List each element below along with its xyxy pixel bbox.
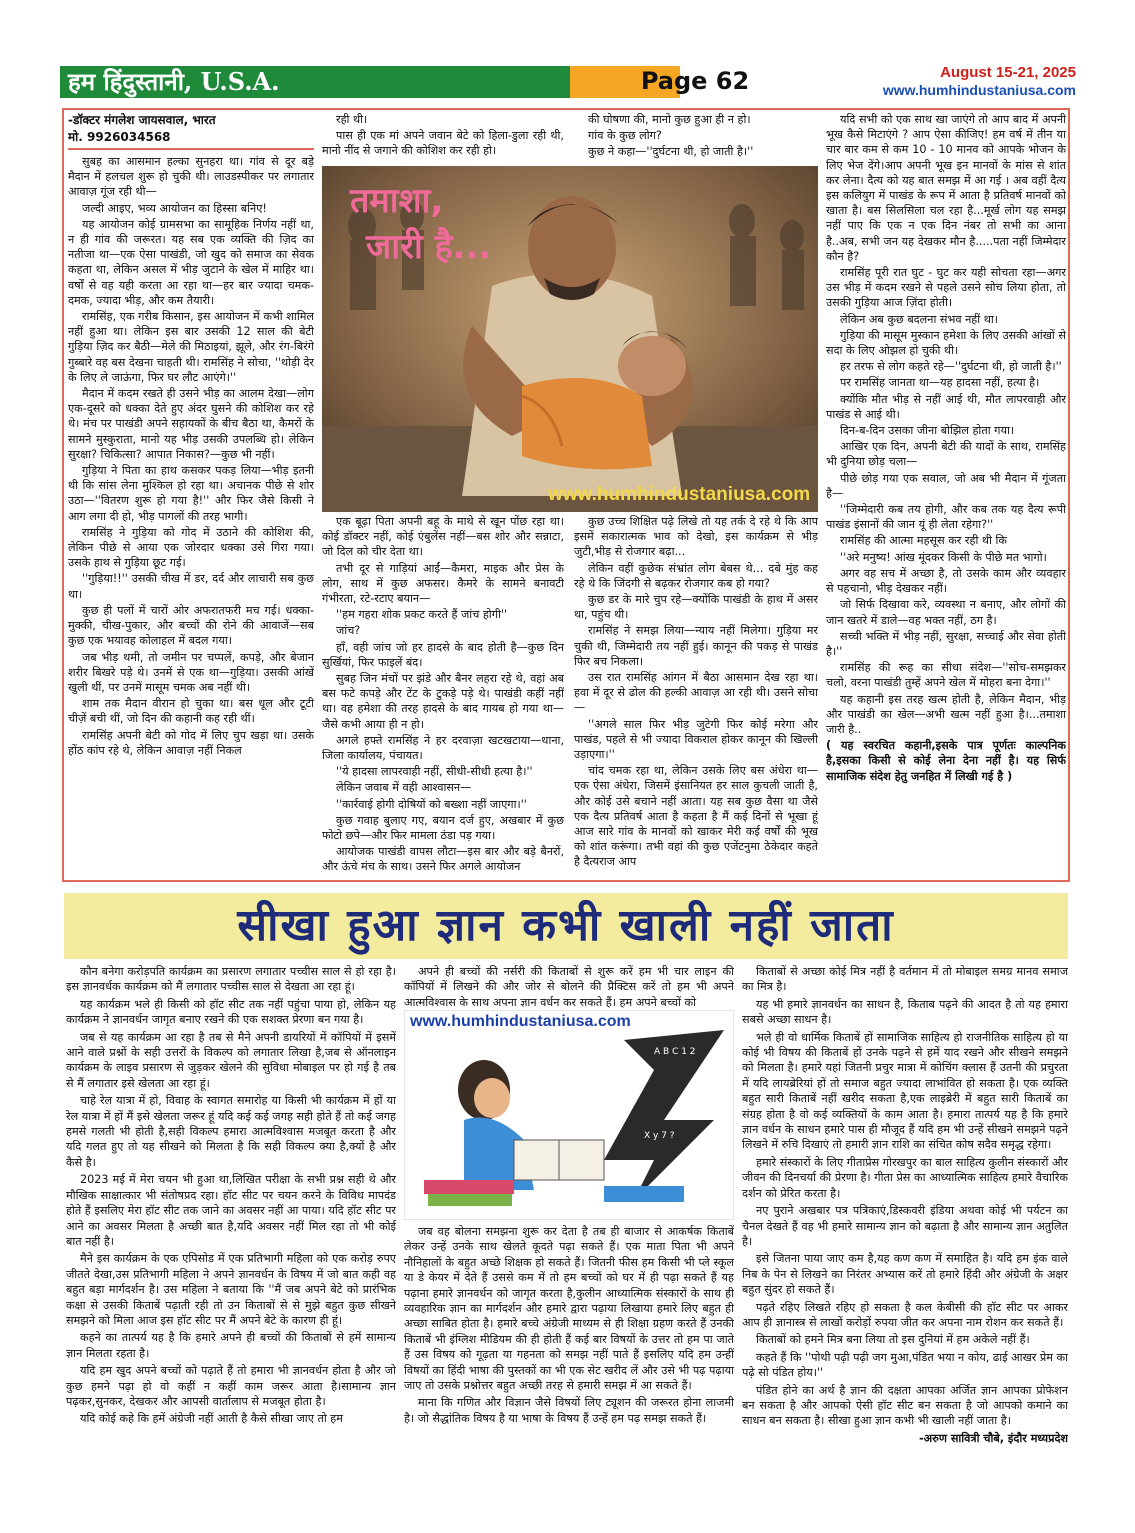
article2-col3-text	[742, 964, 1068, 1429]
paragraph: अगर वह सच में अच्छा है, तो उसके काम और व्यवहार से पहचानो, भीड़ देखकर नहीं।	[826, 566, 1066, 596]
story-author: -डॉक्टर मंगलेश जायसवाल, भारत	[68, 113, 216, 127]
paragraph: कुछ गवाह बुलाए गए, बयान दर्ज हुए, अखबार में कुछ फोटो छपे—और फिर मामला ठंडा पड़ गया।	[322, 813, 564, 843]
article2-col2-top-text	[404, 964, 734, 1010]
paragraph: कुछ ने कहा—''दुर्घटना थी, हो जाती है।''	[588, 145, 754, 159]
paragraph: कुछ ही पलों में चारों ओर अफरातफरी मच गई। धक्का-मुक्की, चीख-पुकार, और बच्चों की रोने की आवाजें—सब कुछ एक भयावह कोलाहल में बदल गया।	[68, 603, 314, 648]
paragraph: कौन बनेगा करोड़पति कार्यक्रम का प्रसारण लगातार पच्चीस साल से हो रहा है। इस ज्ञानवर्धक कार्यक्रम को मैं लगातार पच्चीस साल से देखता आ रहा हूं।	[66, 965, 396, 994]
paragraph: शाम तक मैदान वीरान हो चुका था। बस धूल और टूटी चीज़ें बची थीं, जो दिन की कहानी कह रही थीं।	[68, 697, 314, 726]
paragraph: जांच?	[336, 624, 361, 638]
article2-column-3	[742, 964, 1068, 1476]
article2-illustration	[404, 1010, 734, 1220]
paragraph: कुछ डर के मारे चुप रहे—क्योंकि पाखंडी के हाथ में असर था, पहुंच थी।	[574, 593, 818, 622]
paragraph: उस रात रामसिंह आंगन में बैठा आसमान देख रहा था। हवा में दूर से ढोल की हल्की आवाज़ आ रही थी। उसने सोचा—	[574, 671, 818, 715]
paragraph: कहने का तात्पर्य यह है कि हमारे अपने ही बच्चों की किताबों से हमें सामान्य ज्ञान मिलता रहता है।	[66, 1331, 396, 1360]
paragraph: रामसिंह ने गुड़िया को गोद में उठाने की कोशिश की, लेकिन पीछे से आया एक जोरदार धक्का उसे गिरा गया। उसके हाथ से गुड़िया छूट गई।	[68, 525, 314, 570]
paragraph: लेकिन वहीं कुछेक संभ्रांत लोग बेबस थे... दबे मुंह कह रहे थे कि जिंदगी से बढ़कर रोजगार कब हो गया?	[574, 561, 818, 590]
paragraph: ''गुड़िया!!'' उसकी चीख में डर, दर्द और लाचारी सब कुछ था।	[68, 572, 314, 601]
paragraph: यह आयोजन कोई ग्रामसभा का सामूहिक निर्णय नहीं था, न ही गांव की जरूरत। यह सब एक व्यक्ति की ज़िद का नतीजा था—एक ऐसा पाखंडी, जो खुद को समाज का सेवक कहता था, लेकिन असल में भीड़ जुटाने के खेल में माहिर था। वर्षों से वह यही करता आ रहा था—हर बार ज्यादा चमक-दमक, ज्यादा भीड़, और कम तैयारी।	[68, 217, 314, 307]
article2-column-1	[66, 964, 396, 1476]
paragraph: रामसिंह की आत्मा महसूस कर रही थी कि	[840, 534, 1007, 548]
paragraph: आयोजक पाखंडी वापस लौटा—इस बार और बड़े बैनरों, और ऊंचे मंच के साथ। उसने फिर अगले आयोजन	[322, 845, 564, 874]
image-title-line1: तमाशा,	[350, 181, 444, 221]
paragraph: दिन-ब-दिन उसका जीना बोझिल होता गया।	[840, 424, 1015, 438]
story-col1-text	[68, 154, 314, 758]
paragraph: भले ही वो धार्मिक किताबें हों सामाजिक साहित्य हो राजनीतिक साहित्य हो या कोई भी विषय की किताबें हों उनके पढ़ने से हमें याद रखने और सीखने समझने को मिलता है। हमारे यहां जितनी प्रचुर मात्रा में कोचिंग क्लास हैं उतनी की प्रचुरता में यदि लायब्रेरियां हों तो समाज बहुत ज्यादा लाभांवित हो सकता है। एक व्यक्ति बहुत सारी किताबें नहीं खरीद सकता है,एक लाइब्रेरी में बहुत सारी किताबें का संग्रह होता है वो कई व्यक्तियों के काम आता है। हमारा तात्पर्य यह है कि हमारे ज्ञान वर्धन के साधन हमारे पास ही मौजूद हैं यदि हम भी उन्हें सीखने समझने पढ़ने लिखने में रुचि दिखाएं तो हमारी ज्ञान राशि का संचित कोष सदैव समृद्ध रहेगा।	[742, 1030, 1068, 1152]
article2-column-2-top	[404, 964, 734, 1010]
paragraph: कुछ उच्च शिक्षित पढ़े लिखे तो यह तर्क दे रहे थे कि आप इसमें सकारात्मक भाव को देखो, इस कार्यक्रम से भीड़ जुटी,भीड़ से रोजगार बढ़ा...	[574, 515, 818, 559]
paragraph: रामसिंह, एक गरीब किसान, इस आयोजन में कभी शामिल नहीं हुआ था। लेकिन इस बार उसकी 12 साल की बेटी गुड़िया ज़िद कर बैठी—मेले की मिठाइयां, झूले, और रंग-बिरंगे गुब्बारे वह बस देखना चाहती थी। रामसिंह ने सोचा, ''थोड़ी देर के लिए ले जाऊंगा, फिर घर लौट आएंगे।''	[68, 310, 314, 384]
svg-text:A B C 1 2: A B C 1 2	[654, 1047, 696, 1057]
paragraph: लेकिन अब कुछ बदलना संभव नहीं था।	[840, 312, 998, 326]
paragraph: पर रामसिंह जानता था—यह हादसा नहीं, हत्या है।	[840, 376, 1040, 390]
paragraph: रामसिंह अपनी बेटी को गोद में लिए चुप खड़ा था। उसके होंठ कांप रहे थे, लेकिन आवाज़ नहीं निकल	[68, 728, 314, 757]
paragraph: जो सिर्फ दिखावा करे, व्यवस्था न बनाए, और लोगों की जान खतरे में डाले—वह भक्त नहीं, ठग है।	[826, 598, 1066, 627]
paragraph: मैने इस कार्यक्रम के एक एपिसोड में एक प्रतिभागी महिला को एक करोड़ रुपए जीतते देखा,उस प्रतिभागी महिला ने अपने ज्ञानवर्धन के विषय में जो बात कही वह बहुत बड़ा मार्गदर्शन है। उस महिला ने बताया कि ''मैं जब अपने बेटे को प्रारंभिक कक्षा से उसकी किताबें पढ़ाती रही तो उन किताबों से से मुझे बहुत कुछ सीखने समझने को मिला आज इस हॉट सीट पर मैं अपने बेटे के कारण ही हूं।	[66, 1252, 396, 1327]
story-photo	[322, 166, 818, 512]
paragraph: ''जिम्मेदारी कब तय होगी, और कब तक यह दैत्य रूपी पाखंड इंसानों की जान यूं ही लेता रहेगा?''	[826, 503, 1066, 532]
article2-column-2-bottom	[404, 1224, 734, 1476]
paragraph: गुड़िया की मासूम मुस्कान हमेशा के लिए उसकी आंखों से सदा के लिए ओझल हो चुकी थी।	[826, 328, 1066, 358]
article-headline-banner	[64, 893, 1068, 959]
paragraph: इसे जितना पाया जाए कम है,यह कण कण में समाहित है। यदि हम इंक वाले निब के पेन से लिखने का निरंतर अभ्यास करें तो हमारे हिंदी और अंग्रेजी के अक्षर बहुत सुंदर हो सकते हैं।	[742, 1252, 1068, 1297]
paragraph: हर तरफ से लोग कहते रहे—''दुर्घटना थी, हो जाती है।''	[840, 360, 1062, 374]
story-column-3-bottom	[574, 514, 818, 878]
story-phone: मो. 9926034568	[68, 130, 171, 144]
image-watermark: www.humhindustaniusa.com	[548, 484, 811, 505]
paragraph: कहते हैं कि ''पोथी पढ़ी पढ़ी जग मुआ,पंडित भया न कोय, ढाई आखर प्रेम का पढ़े सो पंडित होय।''	[742, 1350, 1068, 1380]
story-disclaimer: ( यह स्वरचित कहानी,इसके पात्र पूर्णतः काल्पनिक है,इसका किसी से कोई लेना देना नहीं है। यह सिर्फ सामाजिक संदेश हेतु जनहित में लिखी गई है )	[826, 739, 1066, 783]
article2-col2-bottom-text	[404, 1224, 734, 1426]
issue-date: August 15-21, 2025	[940, 64, 1076, 81]
paragraph: आखिर एक दिन, अपनी बेटी की यादों के साथ, रामसिंह भी दुनिया छोड़ चला—	[826, 440, 1066, 469]
story-col2-bottom-text	[322, 514, 564, 875]
website-link[interactable]: www.humhindustaniusa.com	[882, 82, 1076, 98]
newspaper-name: हम हिंदुस्तानी, U.S.A.	[68, 67, 280, 96]
paragraph: जब वह बोलना समझना शुरू कर देता है तब ही बाजार से आकर्षक किताबें लेकर उन्हें उनके साथ खेलते कूदते पढ़ा सकते हैं। एक माता पिता भी अपने नौनिहालों के बहुत अच्छे शिक्षक हो सकते हैं। जितनी फीस हम किसी भी प्ले स्कूल या डे केयर में देते हैं उससे कम में तो हम बच्चों को घर में ही पढ़ा सकते हैं यह पढ़ाना हमारे ज्ञानवर्धन को जागृत करता है,कुलीन आध्यात्मिक संस्कारों के साथ ही व्यवहारिक ज्ञान का मार्गदर्शन और हमारे द्वारा पढ़ाया लिखाया हमारे लिए बहुत ही अच्छा साबित होता है। हमारे बच्चे अंग्रेजी माध्यम से ही शिक्षा ग्रहण करते हैं उनकी किताबें भी इंग्लिश मीडियम की ही होती हैं कई बार विषयों के उत्तर तो हम पा जाते हैं उस विषय को गूढ़ता या गहनता को समझ नहीं पाते हैं इसलिए यदि हम उन्हीं विषयों का हिंदी भाषा की पुस्तकों का भी एक सेट खरीद लें और उसे भी पढ़ पढ़ाया जाए तो उसके प्रश्नोत्तर बहुत अच्छी तरह से हमारी समझ में आ सकते हैं।	[404, 1225, 734, 1393]
article2-image-watermark: www.humhindustaniusa.com	[410, 1013, 631, 1030]
article2-author: -अरुण सावित्री चौबे, इंदौर मध्यप्रदेश	[918, 1431, 1068, 1445]
paragraph: गांव के कुछ लोग?	[588, 129, 662, 143]
paragraph: रामसिंह पूरी रात घुट - घुट कर यही सोचता रहा—अगर उस भीड़ में कदम रखने से पहले उसने सोच लिया होता, तो उसकी गुड़िया आज ज़िंदा होती।	[826, 266, 1066, 310]
paragraph: नए पुराने अखबार पत्र पत्रिकाएं,डिस्कवरी इंडिया अथवा कोई भी पर्यटन का चैनल देखते हैं वह भी हमारे सामान्य ज्ञान को बढ़ाता है और सामान्य ज्ञान अतुलित है।	[742, 1204, 1068, 1248]
paragraph: यदि कोई कहे कि हमें अंग्रेजी नहीं आती है कैसे सीखा जाए तो हम	[80, 1412, 343, 1426]
paragraph: तभी दूर से गाड़ियां आईं—कैमरा, माइक और प्रेस के लोग, साथ में कुछ अफसर। कैमरे के सामने बनावटी गंभीरता, रटे-रटाए बयान—	[322, 561, 564, 606]
paragraph: रामसिंह ने समझ लिया—न्याय नहीं मिलेगा। गुड़िया मर चुकी थी, जिम्मेदारी तय नहीं हुई। कानून की पकड़ से पाखंड फिर बच निकला।	[574, 624, 818, 668]
paragraph: एक बूढ़ा पिता अपनी बहू के माथे से खून पोंछ रहा था। कोई डॉक्टर नहीं, कोई एंबुलेंस नहीं—बस शोर और सन्नाटा, जो दिल को चीर देता था।	[322, 515, 564, 559]
paragraph: ''अरे मनुष्य! आंख मूंदकर किसी के पीछे मत भागो।	[840, 550, 1047, 564]
paragraph: किताबों से अच्छा कोई मित्र नहीं है वर्तमान में तो मोबाइल समग्र मानव समाज का मित्र है।	[742, 965, 1068, 994]
paragraph: क्योंकि मौत भीड़ से नहीं आई थी, मौत लापरवाही और पाखंड से आई थी।	[826, 392, 1066, 421]
story-col2-top-text	[322, 112, 564, 159]
paragraph: गुड़िया ने पिता का हाथ कसकर पकड़ लिया—भीड़ इतनी थी कि सांस लेना मुश्किल हो रहा था। अचानक पीछे से शोर उठा—''वितरण शुरू हो गया है!'' और फिर जैसे किसी ने आग लगा दी हो, भीड़ पागलों की तरह भागी।	[68, 464, 314, 523]
paragraph: चांद चमक रहा था, लेकिन उसके लिए बस अंधेरा था—एक ऐसा अंधेरा, जिसमें इंसानियत हर साल कुचली जाती है, और कोई उसे बचाने नहीं आता। यह सब कुछ वैसा था जैसे एक दैत्य प्रतिवर्ष आता है कहता है मैं कई दिनों से भूखा हूं आज सारे गांव के मानवों को खाकर मेरी कई वर्षों की भूख को शांत करूंगा। तभी वहां की कुछ एजेंटनुमा ठेकेदार कहते है दैत्यराज आप	[574, 764, 818, 869]
paragraph: अगले हफ्ते रामसिंह ने हर दरवाज़ा खटखटाया—थाना, जिला कार्यालय, पंचायत।	[322, 733, 564, 763]
paragraph: रामसिंह की रूह का सीधा संदेश—''सोच-समझकर चलो, वरना पाखंडी तुम्हें अपने खेल में मोहरा बना देगा।''	[826, 661, 1066, 690]
article2-col1-text	[66, 964, 396, 1427]
paragraph: हाँ, वही जांच जो हर हादसे के बाद होती है—कुछ दिन सुर्खियां, फिर फाइलें बंद।	[322, 640, 564, 669]
paragraph: चाहे रेल यात्रा में हो, विवाह के स्वागत समारोह या किसी भी कार्यक्रम में हों या रेल यात्रा में हों मैं इसे खेलता जरूर हूं यदि कई कई जगह सही होते हैं तो कई जगह हमसे गलती भी होती है,सही विकल्प हमारा आत्मविश्वास मजबूत करता है और यदि गलत हुए तो यह सीखने को मिलता है कि सही विकल्प क्या है,क्यों है और कैसे है।	[66, 1094, 396, 1169]
paragraph: सुबह का आसमान हल्का सुनहरा था। गांव से दूर बड़े मैदान में हलचल शुरू हो चुकी थी। लाउडस्पीकर पर लगातार आवाज़ गूंज रही थी—	[68, 155, 314, 199]
paragraph: यदि हम खुद अपने बच्चों को पढ़ाते हैं तो हमारा भी ज्ञानवर्धन होता है और जो कुछ हमने पढ़ा हो वो कहीं न कहीं काम जरूर आता है।सामान्य ज्ञान पढ़कर,सुनकर, देखकर और आपसी वार्तालाप से मजबूत होता है।	[66, 1364, 396, 1408]
paragraph: माना कि गणित और विज्ञान जैसे विषयों लिए ट्यूशन की जरूरत होना लाजमी है। जो सैद्धांतिक विषय है या भाषा के विषय हैं उन्हें हम पढ़ समझ सकते हैं।	[404, 1396, 734, 1425]
story-col3-top-text	[574, 112, 818, 160]
reading-girl-illustration	[404, 1010, 734, 1220]
paragraph: ''हम गहरा शोक प्रकट करते हैं जांच होगी''	[336, 608, 508, 622]
paragraph: पास ही एक मां अपने जवान बेटे को हिला-डुला रही थी, मानो नींद से जगाने की कोशिश कर रही हो।	[322, 129, 564, 158]
paragraph: ''कार्रवाई होगी दोषियों को बख्शा नहीं जाएगा।''	[336, 797, 527, 811]
paragraph: ''अगले साल फिर भीड़ जुटेगी फिर कोई मरेगा और पाखंड, पहले से भी ज्यादा विकराल होकर कानून की खिल्ली उड़ाएगा।''	[574, 717, 818, 762]
paragraph: यह कार्यक्रम भले ही किसी को हॉट सीट तक नहीं पहुंचा पाया हो, लेकिन यह कार्यक्रम ने ज्ञानवर्धन जागृत बनाए रखने की एक सशक्त प्रेरणा बन गया है।	[66, 997, 396, 1027]
paragraph: पंडित होने का अर्थ है ज्ञान की दक्षता आपका अर्जित ज्ञान आपका प्रोफेशन बन सकता है और आपको ऐसी हॉट सीट बन सकता है जो आपको कमाने का साधन बन सकता है। सीखा हुआ ज्ञान कभी भी खाली नहीं जाता है।	[742, 1383, 1068, 1428]
story-col3-bottom-text	[574, 514, 818, 870]
paragraph: 2023 मई में मेरा चयन भी हुआ था,लिखित परीक्षा के सभी प्रश्न सही थे और मौखिक साक्षात्कार भी संतोषप्रद रहा। हॉट सीट पर चयन करने के विविध मापदंड होते हैं इसलिए मेरा हॉट सीट तक जाने का अवसर नहीं आ पाया। यदि हॉट सीट पर आने का अवसर मिलता है अच्छी बात है,यदि अवसर नहीं मिल रहा तो भी कोई बात नहीं है।	[66, 1173, 396, 1248]
paragraph: की घोषणा की, मानो कुछ हुआ ही न हो।	[588, 113, 751, 126]
paragraph: यह भी हमारे ज्ञानवर्धन का साधन है, किताब पढ़ने की आदत है तो यह हमारा सबसे अच्छा साधन है।	[742, 997, 1068, 1027]
image-title-line2: जारी है...	[366, 227, 492, 267]
paragraph: जल्दी आइए, भव्य आयोजन का हिस्सा बनिए!	[82, 201, 267, 215]
paragraph: पीछे छोड़ गया एक सवाल, जो अब भी मैदान में गूंजता है—	[826, 471, 1066, 500]
paragraph: मैदान में कदम रखते ही उसने भीड़ का आलम देखा—लोग एक-दूसरे को धक्का देते हुए अंदर घुसने की कोशिश कर रहे थे। मंच पर पाखंडी अपने सहायकों के बीच बैठा था, कैमरों के सामने मुस्कुराता, मानो यह भीड़ उसकी उपलब्धि हो। लेकिन सुरक्षा? चिकित्सा? आपात निकास?—कुछ भी नहीं।	[68, 387, 314, 461]
story-column-2-bottom	[322, 514, 564, 878]
paragraph: यह कहानी इस तरह खत्म होती है, लेकिन मैदान, भीड़ और पाखंडी का खेल—अभी खत्म नहीं हुआ है।...तमाशा जारी है..	[826, 692, 1066, 736]
paragraph: जब भीड़ थमी, तो जमीन पर चप्पलें, कपड़े, और बेजान शरीर बिखरे पड़े थे। उनमें से एक था—गुड़िया। उसकी आंखें खुली थीं, पर उनमें मासूम चमक अब नहीं थी।	[68, 650, 314, 694]
paragraph: पढ़ते रहिए लिखते रहिए हो सकता है कल केबीसी की हॉट सीट पर आकर आप ही ज्ञानास्त्र से लाखों करोड़ों रुपया जीत कर अपना नाम रोशन कर सकते हैं।	[742, 1300, 1068, 1329]
paragraph: हमारे संस्कारों के लिए गीताप्रेस गोरखपुर का बाल साहित्य कुलीन संस्कारों और जीवन की दिनचर्या की प्रेरणा है। गीता प्रेस का आध्यात्मिक साहित्य हमारे वैचारिक दर्शन को प्रेरित करता है।	[742, 1155, 1068, 1200]
page-number: Page 62	[640, 67, 750, 95]
page-header	[60, 64, 1076, 102]
paragraph: यदि सभी को एक साथ खा जाएंगे तो आप बाद में अपनी भूख कैसे मिटाएंगे ? आप ऐसा कीजिए! हम वर्ष में तीन या चार बार कम से कम 10 - 10 मानव को आपके भोजन के लिए भेज देंगे।आप अपनी भूख इन मानवों के मांस से शांत कर लेना। दैत्य को यह बात समझ में आ गई । अब वहीं दैत्य इस कलियुग में पाखंड के रूप में आता है प्रतिवर्ष मानवों को खाता है। बस सिलसिला चल रहा है...मूर्ख लोग यह समझ नहीं पाए कि एक न एक दिन नंबर तो सभी का आना है..अब, सभी जन यह देखकर मौन है.....पता नहीं जिम्मेदार कौन है?	[826, 113, 1066, 263]
article-headline: सीखा हुआ ज्ञान कभी खाली नहीं जाता	[237, 900, 895, 951]
grieving-father-illustration	[322, 166, 818, 512]
story-col4-text	[826, 112, 1066, 737]
paragraph: सच्ची भक्ति में भीड़ नहीं, सुरक्षा, सच्चाई और सेवा होती है।''	[826, 629, 1066, 658]
svg-text:X y 7 ?: X y 7 ?	[644, 1131, 675, 1141]
story-column-1	[68, 112, 314, 878]
story-column-2-top	[322, 112, 564, 164]
paragraph: ''ये हादसा लापरवाही नहीं, सीधी-सीधी हत्या है।''	[336, 765, 533, 779]
paragraph: किताबों को हमने मित्र बना लिया तो इस दुनियां में हम अकेले नहीं हैं।	[756, 1333, 1030, 1347]
paragraph: रही थी।	[336, 113, 368, 126]
story-column-4	[826, 112, 1066, 878]
paragraph: लेकिन जवाब में वही आश्वासन—	[336, 781, 472, 795]
paragraph: जब से यह कार्यक्रम आ रहा है तब से मैने अपनी डायरियों में कॉपियों में इसमें आने वाले प्रश्नों के सही उत्तरों के विकल्प को लगातार लिखा है,जब से ऑनलाइन कार्यक्रम के लाइव प्रसारण से जुड़कर खेलने की सुविधा मोबाइल पर हो गई है तब से मैं लगातार इसे खेलता आ रहा हूं।	[66, 1030, 396, 1090]
story-column-3-top	[574, 112, 818, 164]
paragraph: अपने ही बच्चों की नर्सरी की किताबों से शुरू करें हम भी चार लाइन की कॉपियों में लिखने की और जोर से बोलने की प्रैक्टिस करें तो हम भी अपने आत्मविश्वास के साथ अपना ज्ञान वर्धन कर सकते हैं। हम अपने बच्चों को	[404, 965, 734, 1009]
paragraph: सुबह जिन मंचों पर झंडे और बैनर लहरा रहे थे, वहां अब बस फटे कपड़े और टेंट के टुकड़े पड़े थे। पाखंडी कहीं नहीं था। वह हमेशा की तरह हादसे के बाद गायब हो गया था—जैसे कभी आया ही न हो।	[322, 672, 564, 731]
story-byline	[68, 112, 314, 150]
